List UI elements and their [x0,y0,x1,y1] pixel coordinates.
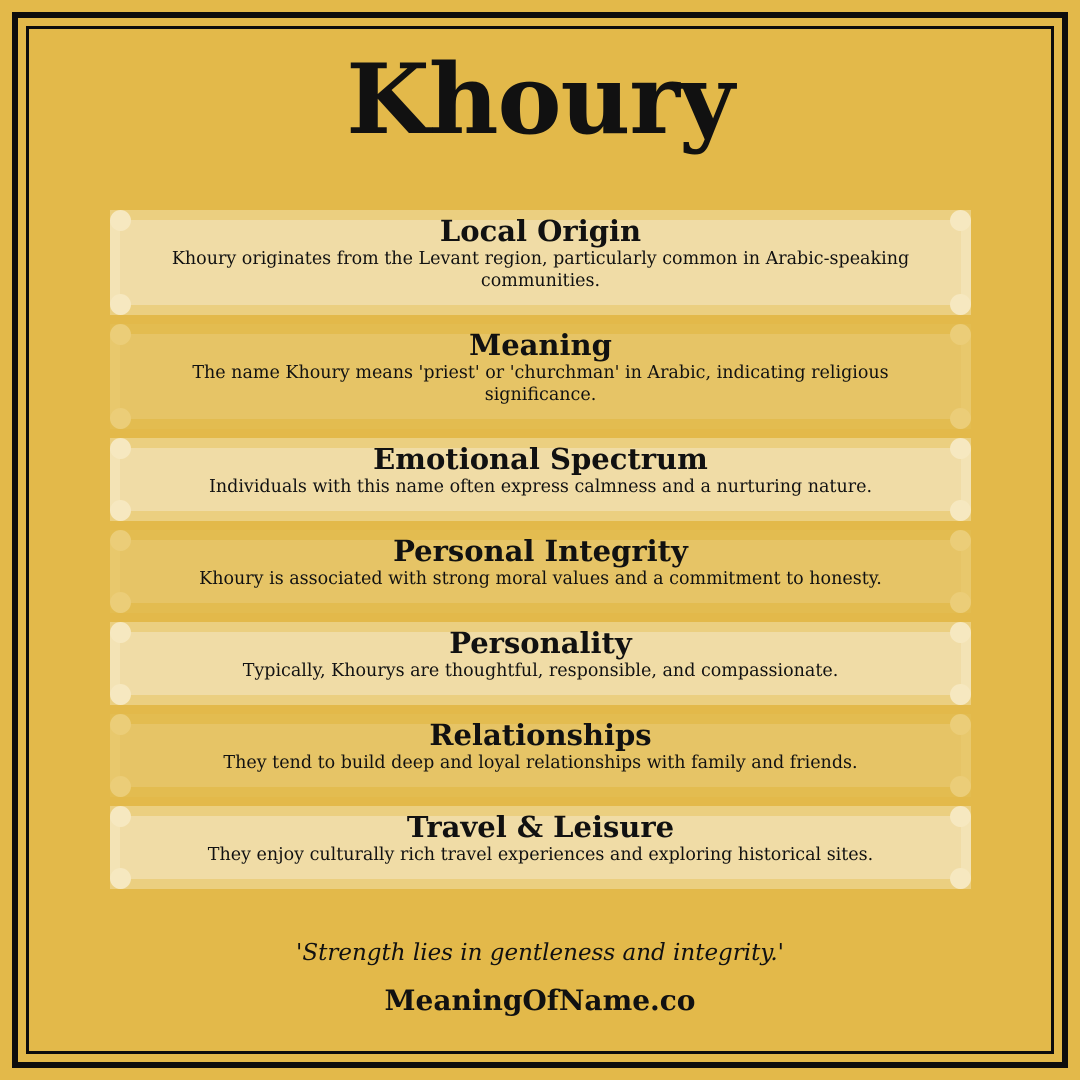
section-heading: Personality [449,626,632,660]
section-personality [110,622,971,705]
section-text: They enjoy culturally rich travel experiences and exploring historical sites. [207,845,874,865]
section-heading: Travel & Leisure [406,810,675,844]
brand-name: MeaningOfName.co [384,984,696,1017]
section-personal-integrity [110,530,971,613]
section-heading: Relationships [429,718,652,752]
section-travel-leisure [110,806,971,889]
section-heading: Emotional Spectrum [373,442,708,476]
section-local-origin [110,210,971,315]
section-text: They tend to build deep and loyal relationships with family and friends. [223,753,858,773]
section-heading: Personal Integrity [393,534,688,568]
sections-list [110,210,971,898]
section-meaning [110,324,971,429]
section-text: Individuals with this name often express calmness and a nurturing nature. [208,477,873,497]
section-heading: Local Origin [439,214,642,248]
page-title: Khoury [346,43,734,156]
section-relationships [110,714,971,797]
quote: 'Strength lies in gentleness and integrity.' [296,940,784,966]
section-text: The name Khoury means 'priest' or 'churchman' in Arabic, indicating religious significance. [192,363,889,405]
section-text: Typically, Khourys are thoughtful, responsible, and compassionate. [242,661,839,681]
section-text: Khoury is associated with strong moral values and a commitment to honesty. [199,569,882,589]
section-heading: Meaning [469,328,612,362]
section-emotional-spectrum [110,438,971,521]
section-text: Khoury originates from the Levant region, particularly common in Arabic-speaking communities. [171,249,910,291]
